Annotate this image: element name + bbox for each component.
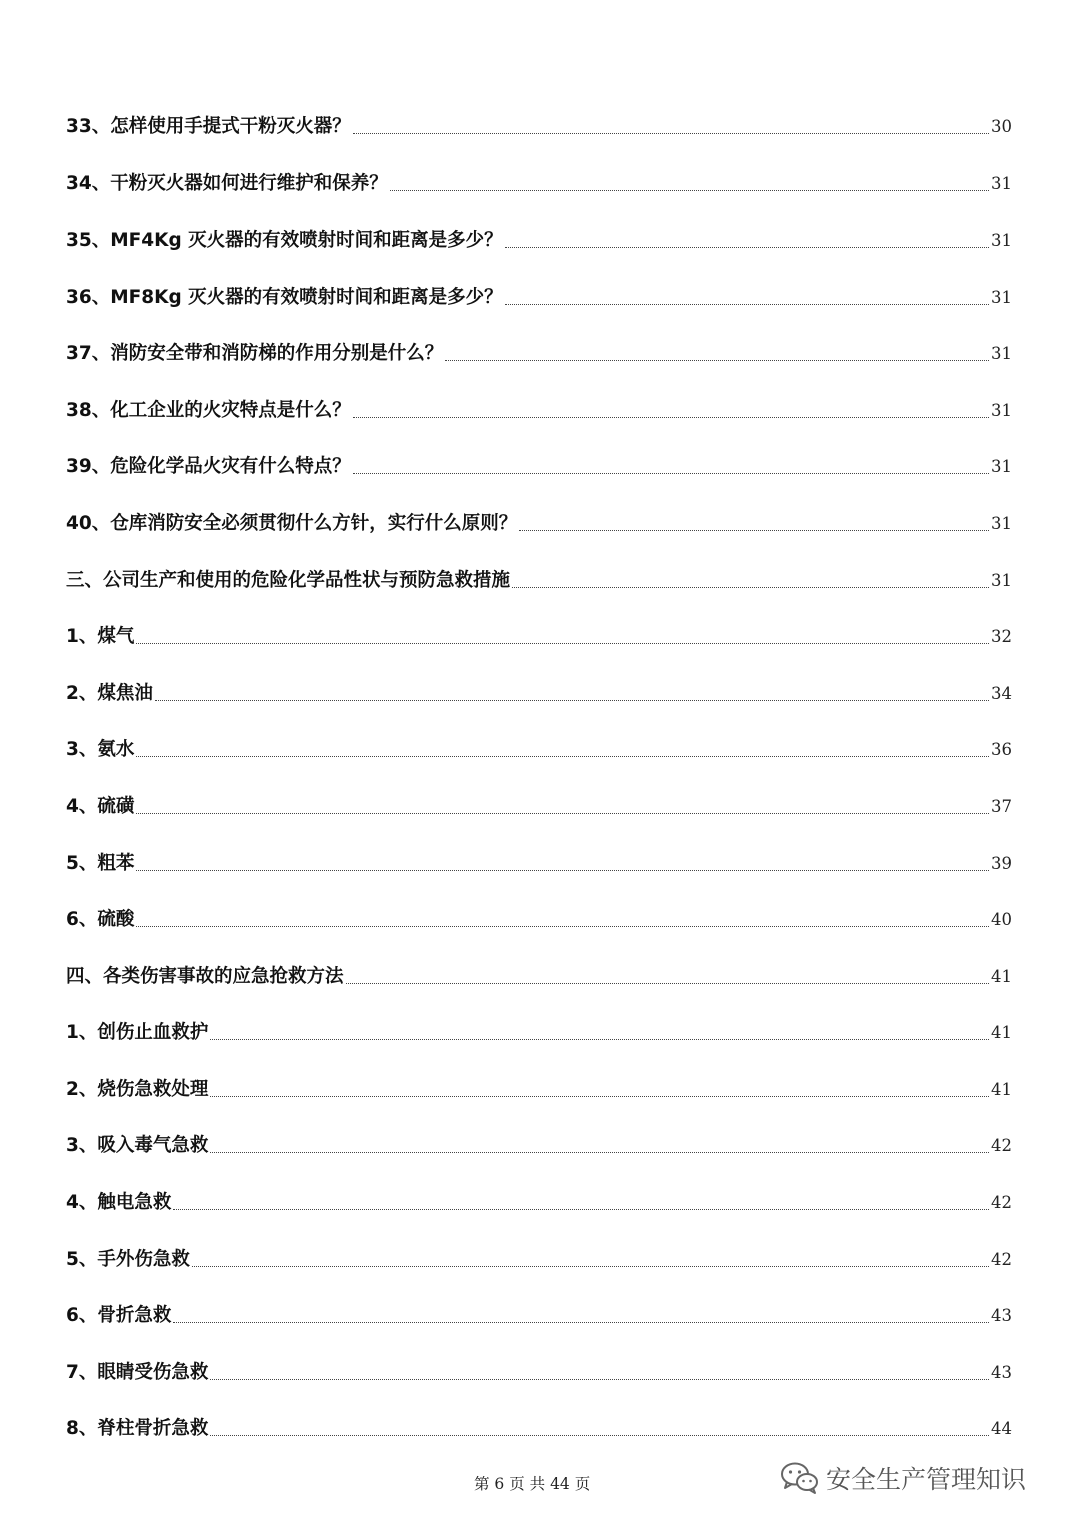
- toc-entry-page: 31: [991, 571, 1012, 590]
- toc-entry-page: 31: [991, 174, 1012, 193]
- toc-entry-title: 5、手外伤急救: [66, 1249, 190, 1270]
- toc-entry[interactable]: [66, 1184, 1012, 1214]
- toc-entry[interactable]: [66, 1410, 1012, 1440]
- dot-leader: [512, 586, 989, 588]
- toc-entry[interactable]: [66, 788, 1012, 818]
- dot-leader: [210, 1038, 989, 1040]
- toc-entry[interactable]: [66, 1071, 1012, 1101]
- toc-entry-page: 31: [991, 288, 1012, 307]
- dot-leader: [136, 869, 989, 871]
- dot-leader: [353, 132, 989, 134]
- dot-leader: [353, 472, 989, 474]
- toc-entry-page: 41: [991, 1023, 1012, 1042]
- toc-entry-page: 31: [991, 344, 1012, 363]
- toc-entry[interactable]: [66, 108, 1012, 138]
- toc-entry-title: 3、吸入毒气急救: [66, 1135, 209, 1156]
- toc-section-heading[interactable]: [66, 562, 1012, 592]
- toc-entry[interactable]: [66, 1241, 1012, 1271]
- dot-leader: [173, 1321, 989, 1323]
- toc-entry[interactable]: [66, 1127, 1012, 1157]
- toc-entry-title: 4、触电急救: [66, 1192, 172, 1213]
- dot-leader: [519, 529, 989, 531]
- toc-entry[interactable]: [66, 279, 1012, 309]
- toc-entry[interactable]: [66, 675, 1012, 705]
- toc-entry[interactable]: [66, 845, 1012, 875]
- toc-entry-page: 31: [991, 231, 1012, 250]
- toc-entry-title: 1、煤气: [66, 626, 135, 647]
- toc-entry[interactable]: [66, 448, 1012, 478]
- toc-entry-title: 33、怎样使用手提式干粉灭火器？: [66, 116, 351, 137]
- toc-entry[interactable]: [66, 165, 1012, 195]
- toc-entry-page: 41: [991, 1080, 1012, 1099]
- toc-entry[interactable]: [66, 335, 1012, 365]
- dot-leader: [505, 246, 989, 248]
- toc-entry-title: 四、各类伤害事故的应急抢救方法: [66, 966, 344, 987]
- toc-entry[interactable]: [66, 505, 1012, 535]
- toc-entry[interactable]: [66, 618, 1012, 648]
- toc-entry-title: 36、MF8Kg 灭火器的有效喷射时间和距离是多少？: [66, 287, 503, 308]
- toc-entry-page: 44: [991, 1419, 1012, 1438]
- toc-entry[interactable]: [66, 1014, 1012, 1044]
- toc-entry-page: 42: [991, 1250, 1012, 1269]
- dot-leader: [210, 1378, 989, 1380]
- toc-entry-title: 6、硫酸: [66, 909, 135, 930]
- toc-entry-title: 3、氨水: [66, 739, 135, 760]
- toc-entry[interactable]: [66, 1297, 1012, 1327]
- toc-entry-page: 31: [991, 514, 1012, 533]
- toc-entry-page: 31: [991, 457, 1012, 476]
- toc-entry[interactable]: [66, 222, 1012, 252]
- dot-leader: [173, 1208, 989, 1210]
- toc-entry-title: 2、煤焦油: [66, 683, 153, 704]
- toc-entry-page: 41: [991, 967, 1012, 986]
- toc-entry-page: 34: [991, 684, 1012, 703]
- wechat-icon: [780, 1461, 820, 1495]
- toc-entry-page: 37: [991, 797, 1012, 816]
- toc-entry-title: 6、骨折急救: [66, 1305, 172, 1326]
- dot-leader: [210, 1151, 989, 1153]
- toc-entry-page: 39: [991, 854, 1012, 873]
- dot-leader: [155, 699, 989, 701]
- toc-entry-title: 8、脊柱骨折急救: [66, 1418, 209, 1439]
- dot-leader: [353, 416, 989, 418]
- dot-leader: [505, 303, 989, 305]
- dot-leader: [346, 982, 989, 984]
- toc-entry-title: 三、公司生产和使用的危险化学品性状与预防急救措施: [66, 570, 511, 591]
- watermark-text: 安全生产管理知识: [826, 1465, 1027, 1494]
- page-footer: 第 6 页 共 44 页: [474, 1475, 591, 1493]
- toc-entry-title: 34、干粉灭火器如何进行维护和保养？: [66, 173, 388, 194]
- toc-entry-title: 39、危险化学品火灾有什么特点？: [66, 456, 351, 477]
- dot-leader: [136, 642, 989, 644]
- dot-leader: [210, 1095, 989, 1097]
- toc-entry-title: 35、MF4Kg 灭火器的有效喷射时间和距离是多少？: [66, 230, 503, 251]
- toc-entry-page: 40: [991, 910, 1012, 929]
- toc-entry-title: 1、创伤止血救护: [66, 1022, 209, 1043]
- toc-entry-title: 7、眼睛受伤急救: [66, 1362, 209, 1383]
- toc-entry-page: 42: [991, 1136, 1012, 1155]
- toc-entry-page: 42: [991, 1193, 1012, 1212]
- toc-entry-title: 37、消防安全带和消防梯的作用分别是什么？: [66, 343, 444, 364]
- toc-section-heading[interactable]: [66, 958, 1012, 988]
- toc-entry[interactable]: [66, 1354, 1012, 1384]
- toc-entry-page: 31: [991, 401, 1012, 420]
- toc-entry-page: 30: [991, 117, 1012, 136]
- toc-entry-title: 2、烧伤急救处理: [66, 1079, 209, 1100]
- toc-entry-page: 43: [991, 1306, 1012, 1325]
- dot-leader: [445, 359, 989, 361]
- dot-leader: [136, 755, 989, 757]
- toc-entry-title: 40、仓库消防安全必须贯彻什么方针，实行什么原则？: [66, 513, 518, 534]
- dot-leader: [390, 189, 989, 191]
- toc-entry-page: 32: [991, 627, 1012, 646]
- toc-entry[interactable]: [66, 392, 1012, 422]
- toc-entry-page: 43: [991, 1363, 1012, 1382]
- toc-entry-title: 38、化工企业的火灾特点是什么？: [66, 400, 351, 421]
- dot-leader: [210, 1434, 989, 1436]
- watermark: [780, 1460, 1026, 1496]
- toc-entry[interactable]: [66, 901, 1012, 931]
- dot-leader: [136, 812, 989, 814]
- toc-entry-title: 5、粗苯: [66, 853, 135, 874]
- dot-leader: [192, 1265, 989, 1267]
- toc-entry-page: 36: [991, 740, 1012, 759]
- toc-entry-title: 4、硫磺: [66, 796, 135, 817]
- toc-entry[interactable]: [66, 731, 1012, 761]
- dot-leader: [136, 925, 989, 927]
